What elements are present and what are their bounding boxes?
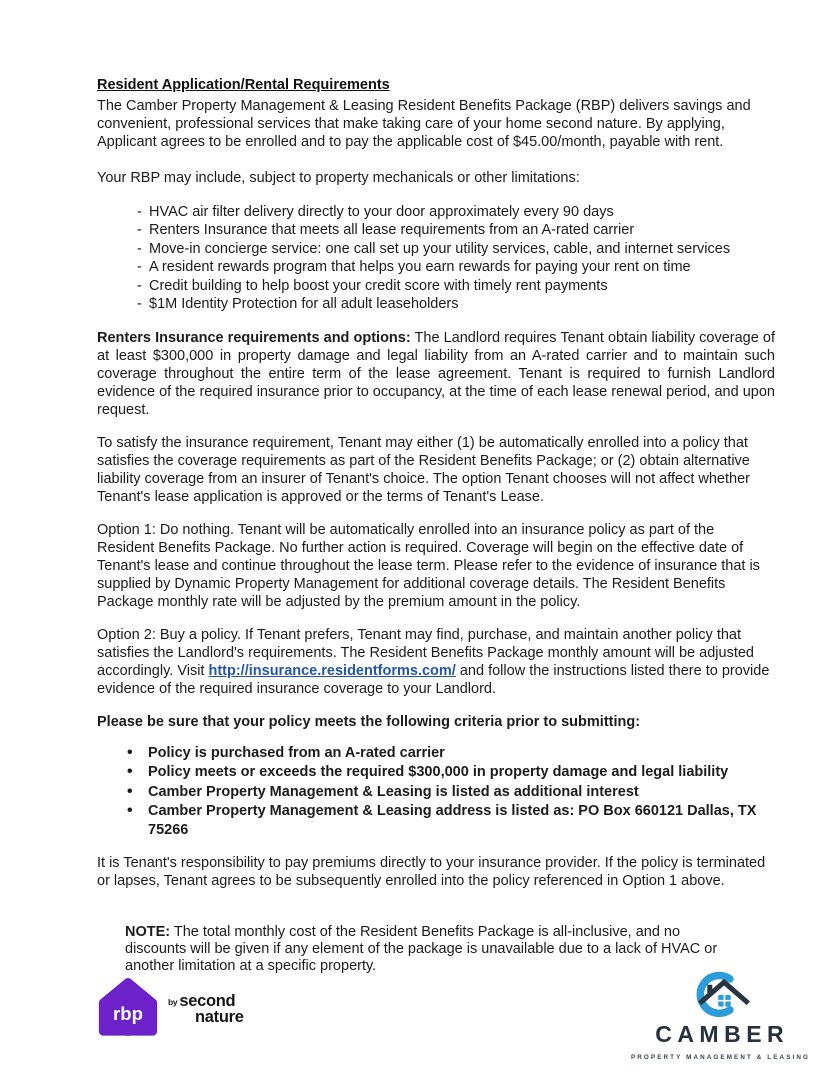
page-title: Resident Application/Rental Requirements [97,77,390,93]
camber-logo [629,968,810,1067]
list-item: - A resident rewards program that helps you earn rewards for paying your rent on time [97,258,775,276]
camber-wordmark: CAMBER [655,1021,790,1047]
second-label: second [179,991,236,1010]
rbp-second-nature-logo [97,978,244,1040]
option1-paragraph: Option 1: Do nothing. Tenant will be automatically enrolled into an insurance policy as part of the Resident Benefits Package. No further action is required. Coverage will begin on the effective date of Tenant's lease and continue throughout the lease term. Please refer to the evidence of insurance that is supplied by Dynamic Property Management for additional coverage details. The Resident Benefits Package monthly rate will be adjusted by the premium amount in the policy. [97,521,760,610]
by-label: by [168,996,178,1007]
criteria-list [97,744,775,841]
list-item: • Policy is purchased from an A-rated carrier [97,744,775,763]
list-item: - Credit building to help boost your credit score with timely rent payments [97,277,775,295]
list-item: • Camber Property Management & Leasing is listed as additional interest [97,783,775,802]
list-item: • Policy meets or exceeds the required $300,000 in property damage and legal liability [97,763,775,782]
footer [97,972,810,1067]
criteria-heading: Please be sure that your policy meets the following criteria prior to submitting: [97,713,641,730]
svg-text:rbp: rbp [113,1003,143,1025]
second-nature-wordmark [168,991,244,1026]
nature-label: nature [195,1007,244,1026]
satisfy-paragraph: To satisfy the insurance requirement, Tenant may either (1) be automatically enrolled into a policy that satisfies the coverage requirements as part of the Resident Benefits Package; or (2) obtain alternative liability coverage from an insurer of Tenant's choice. The option Tenant chooses will not affect whether Tenant's lease application is approved or the terms of Tenant's Lease. [97,434,750,505]
responsibility-paragraph: It is Tenant's responsibility to pay premiums directly to your insurance provider. If the policy is terminated or lapses, Tenant agrees to be subsequently enrolled into the policy referenced in Option 1 above. [97,855,766,890]
camber-tagline: PROPERTY MANAGEMENT & LEASING [630,1054,810,1061]
renters-insurance-text: The Landlord requires Tenant obtain liability coverage of at least $300,000 in property damage and legal liability from an A-rated carrier and to maintain such coverage throughout the entire term of the lease agreement. Tenant is required to furnish Landlord evidence of the required insurance prior to occupancy, at the time of each lease renewal period, and upon request. [97,329,775,418]
renters-insurance-paragraph [97,329,775,419]
list-item: - Move-in concierge service: one call set up your utility services, cable, and internet services [97,240,775,258]
insurance-link[interactable]: http://insurance.residentforms.com/ [208,662,456,679]
option2-text-after: and follow the instructions listed there to provide evidence of the required insurance coverage to your Landlord. [97,662,770,697]
list-item: - HVAC air filter delivery directly to your door approximately every 90 days [97,203,775,221]
option2-paragraph [97,626,775,698]
rbp-include-lead: Your RBP may include, subject to property mechanicals or other limitations: [97,170,580,186]
list-item: - Renters Insurance that meets all lease requirements from an A-rated carrier [97,221,775,239]
rbp-benefits-list [97,203,775,313]
list-item: • Camber Property Management & Leasing address is listed as: PO Box 660121 Dallas, TX 75266 [97,802,775,840]
note-text: The total monthly cost of the Resident Benefits Package is all-inclusive, and no discounts will be given if any element of the package is unavailable due to a lack of HVAC or another limitation at a specific property. [125,924,718,975]
intro-paragraph: The Camber Property Management & Leasing Resident Benefits Package (RBP) delivers savings and convenient, professional services that make taking care of your home second nature. By applying, Applicant agrees to be enrolled and to pay the applicable cost of $45.00/month, payable with rent. [97,98,751,150]
list-item: - $1M Identity Protection for all adult leaseholders [97,295,775,313]
camber-house-icon [677,968,761,1020]
note-label: NOTE: [125,924,171,941]
rbp-house-icon [97,978,159,1040]
option2-text-before: Option 2: Buy a policy. If Tenant prefers, Tenant may find, purchase, and maintain another policy that satisfies the Landlord's requirements. The Resident Benefits Package monthly amount will be adjusted accordingly. Visit [97,626,754,679]
renters-insurance-label: Renters Insurance requirements and options: [97,329,411,346]
